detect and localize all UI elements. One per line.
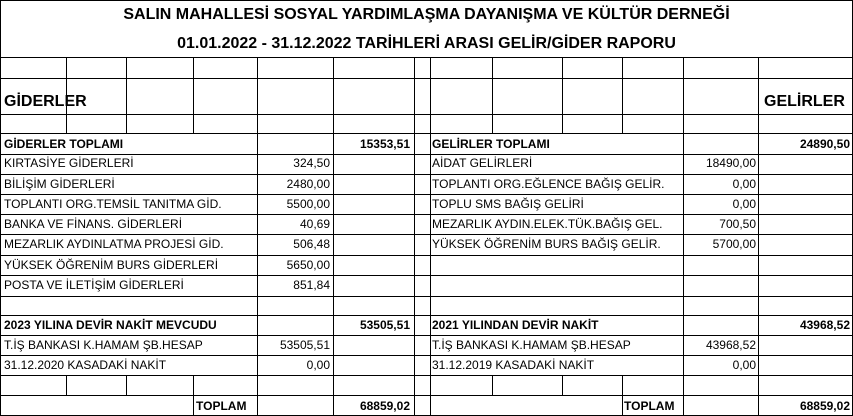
gider-item-value: 5650,00	[286, 258, 330, 272]
grid-vertical-line	[430, 57, 431, 133]
gelirler-devir-item-label: 31.12.2019 KASADAKİ NAKİT	[432, 358, 595, 372]
gelirler-devir-item-label: T.İŞ BANKASI K.HAMAM ŞB.HESAP	[432, 338, 631, 352]
grid-horizontal-line	[0, 154, 852, 155]
grid-horizontal-line	[0, 78, 852, 79]
grid-vertical-line	[126, 57, 127, 133]
giderler-total-value: 15353,51	[359, 137, 410, 151]
gelirler-devir-label: 2021 YILINDAN DEVİR NAKİT	[432, 318, 599, 332]
gider-item-label: POSTA VE İLETİŞİM GİDERLERİ	[4, 278, 184, 292]
grid-vertical-line	[414, 57, 415, 133]
gider-item-label: TOPLANTI ORG.TEMSİL TANITMA GİD.	[4, 197, 222, 211]
grid-vertical-line	[193, 375, 194, 395]
grid-horizontal-line	[0, 395, 852, 396]
gider-item-label: BİLİŞİM GİDERLERİ	[4, 177, 115, 191]
grid-horizontal-line	[0, 214, 852, 215]
grid-vertical-line	[0, 0, 1, 416]
gelirler-header: GELİRLER	[764, 93, 845, 110]
grid-horizontal-line	[0, 296, 852, 297]
grid-vertical-line	[193, 395, 194, 415]
gider-item-label: BANKA VE FİNANS. GİDERLERİ	[4, 217, 183, 231]
gider-item-value: 2480,00	[286, 177, 330, 191]
gelir-item-value: 0,00	[732, 197, 756, 211]
gider-item-value: 40,69	[299, 217, 330, 231]
gelirler-devir-item-value: 0,00	[732, 358, 756, 372]
gelirler-total-label: GELİRLER TOPLAMI	[432, 137, 550, 151]
gelirler-toplam-value: 68859,02	[799, 399, 850, 413]
grid-vertical-line	[333, 57, 334, 133]
grid-horizontal-line	[0, 275, 852, 276]
grid-vertical-line	[430, 133, 431, 415]
giderler-devir-item-value: 0,00	[306, 358, 330, 372]
gelir-item-value: 700,50	[719, 217, 756, 231]
grid-horizontal-line	[0, 234, 852, 235]
giderler-toplam-label: TOPLAM	[196, 399, 247, 413]
grid-vertical-line	[193, 57, 194, 133]
gelir-item-label: MEZARLIK AYDIN.ELEK.TÜK.BAĞIŞ GEL.	[432, 217, 663, 231]
giderler-total-label: GİDERLER TOPLAMI	[4, 137, 124, 151]
grid-horizontal-line	[0, 335, 852, 336]
gider-item-label: KIRTASİYE GİDERLERİ	[4, 156, 134, 170]
gelirler-total-value: 24890,50	[799, 137, 850, 151]
grid-vertical-line	[622, 57, 623, 133]
grid-horizontal-line	[0, 255, 852, 256]
giderler-devir-value: 53505,51	[359, 318, 410, 332]
gider-item-label: YÜKSEK ÖĞRENİM BURS GİDERLERİ	[4, 258, 219, 272]
gelir-item-label: TOPLANTI ORG.EĞLENCE BAĞIŞ GELİR.	[432, 177, 665, 191]
gider-item-label: MEZARLIK AYDINLATMA PROJESİ GİD.	[4, 237, 224, 251]
gelir-item-label: TOPLU SMS BAĞIŞ GELİRİ	[432, 197, 584, 211]
gelirler-devir-item-value: 43968,52	[705, 338, 756, 352]
grid-horizontal-line	[0, 0, 852, 1]
grid-vertical-line	[683, 57, 684, 133]
grid-vertical-line	[257, 57, 258, 133]
grid-vertical-line	[333, 133, 334, 415]
grid-horizontal-line	[0, 355, 852, 356]
gider-item-value: 851,84	[293, 278, 330, 292]
gelir-item-value: 18490,00	[705, 156, 756, 170]
gider-item-value: 506,48	[293, 237, 330, 251]
grid-vertical-line	[562, 375, 563, 395]
report-title-period: 01.01.2022 - 31.12.2022 TARİHLERİ ARASI GELİR/GİDER RAPORU	[177, 35, 676, 52]
gelir-item-value: 0,00	[732, 177, 756, 191]
giderler-header: GİDERLER	[4, 93, 87, 110]
giderler-toplam-value: 68859,02	[359, 399, 410, 413]
grid-horizontal-line	[0, 174, 852, 175]
grid-vertical-line	[758, 57, 759, 133]
grid-vertical-line	[492, 57, 493, 133]
grid-horizontal-line	[0, 194, 852, 195]
gelir-item-label: YÜKSEK ÖĞRENİM BURS BAĞIŞ GELİR.	[432, 237, 661, 251]
gelir-item-value: 5700,00	[712, 237, 756, 251]
grid-vertical-line	[562, 57, 563, 133]
grid-horizontal-line	[0, 133, 852, 134]
grid-vertical-line	[683, 133, 684, 415]
grid-horizontal-line	[0, 57, 852, 58]
grid-vertical-line	[622, 395, 623, 415]
gelirler-devir-value: 43968,52	[799, 318, 850, 332]
grid-vertical-line	[414, 133, 415, 415]
giderler-devir-label: 2023 YILINA DEVİR NAKİT MEVCUDU	[4, 318, 217, 332]
grid-horizontal-line	[0, 375, 852, 376]
grid-vertical-line	[257, 133, 258, 415]
grid-vertical-line	[66, 375, 67, 395]
giderler-devir-item-label: 31.12.2020 KASADAKİ NAKİT	[4, 358, 167, 372]
gider-item-value: 5500,00	[286, 197, 330, 211]
grid-vertical-line	[492, 375, 493, 395]
gider-item-value: 324,50	[293, 156, 330, 170]
grid-horizontal-line	[0, 315, 852, 316]
grid-horizontal-line	[0, 114, 852, 115]
grid-vertical-line	[126, 375, 127, 395]
gelirler-toplam-label: TOPLAM	[624, 399, 675, 413]
giderler-devir-item-value: 53505,51	[279, 338, 330, 352]
grid-vertical-line	[758, 133, 759, 415]
grid-vertical-line	[622, 375, 623, 395]
giderler-devir-item-label: T.İŞ BANKASI K.HAMAM ŞB.HESAP	[4, 338, 203, 352]
report-title-association: SALIN MAHALLESİ SOSYAL YARDIMLAŞMA DAYANIŞMA VE KÜLTÜR DERNEĞİ	[123, 6, 730, 23]
gelir-item-label: AİDAT GELİRLERİ	[432, 156, 533, 170]
